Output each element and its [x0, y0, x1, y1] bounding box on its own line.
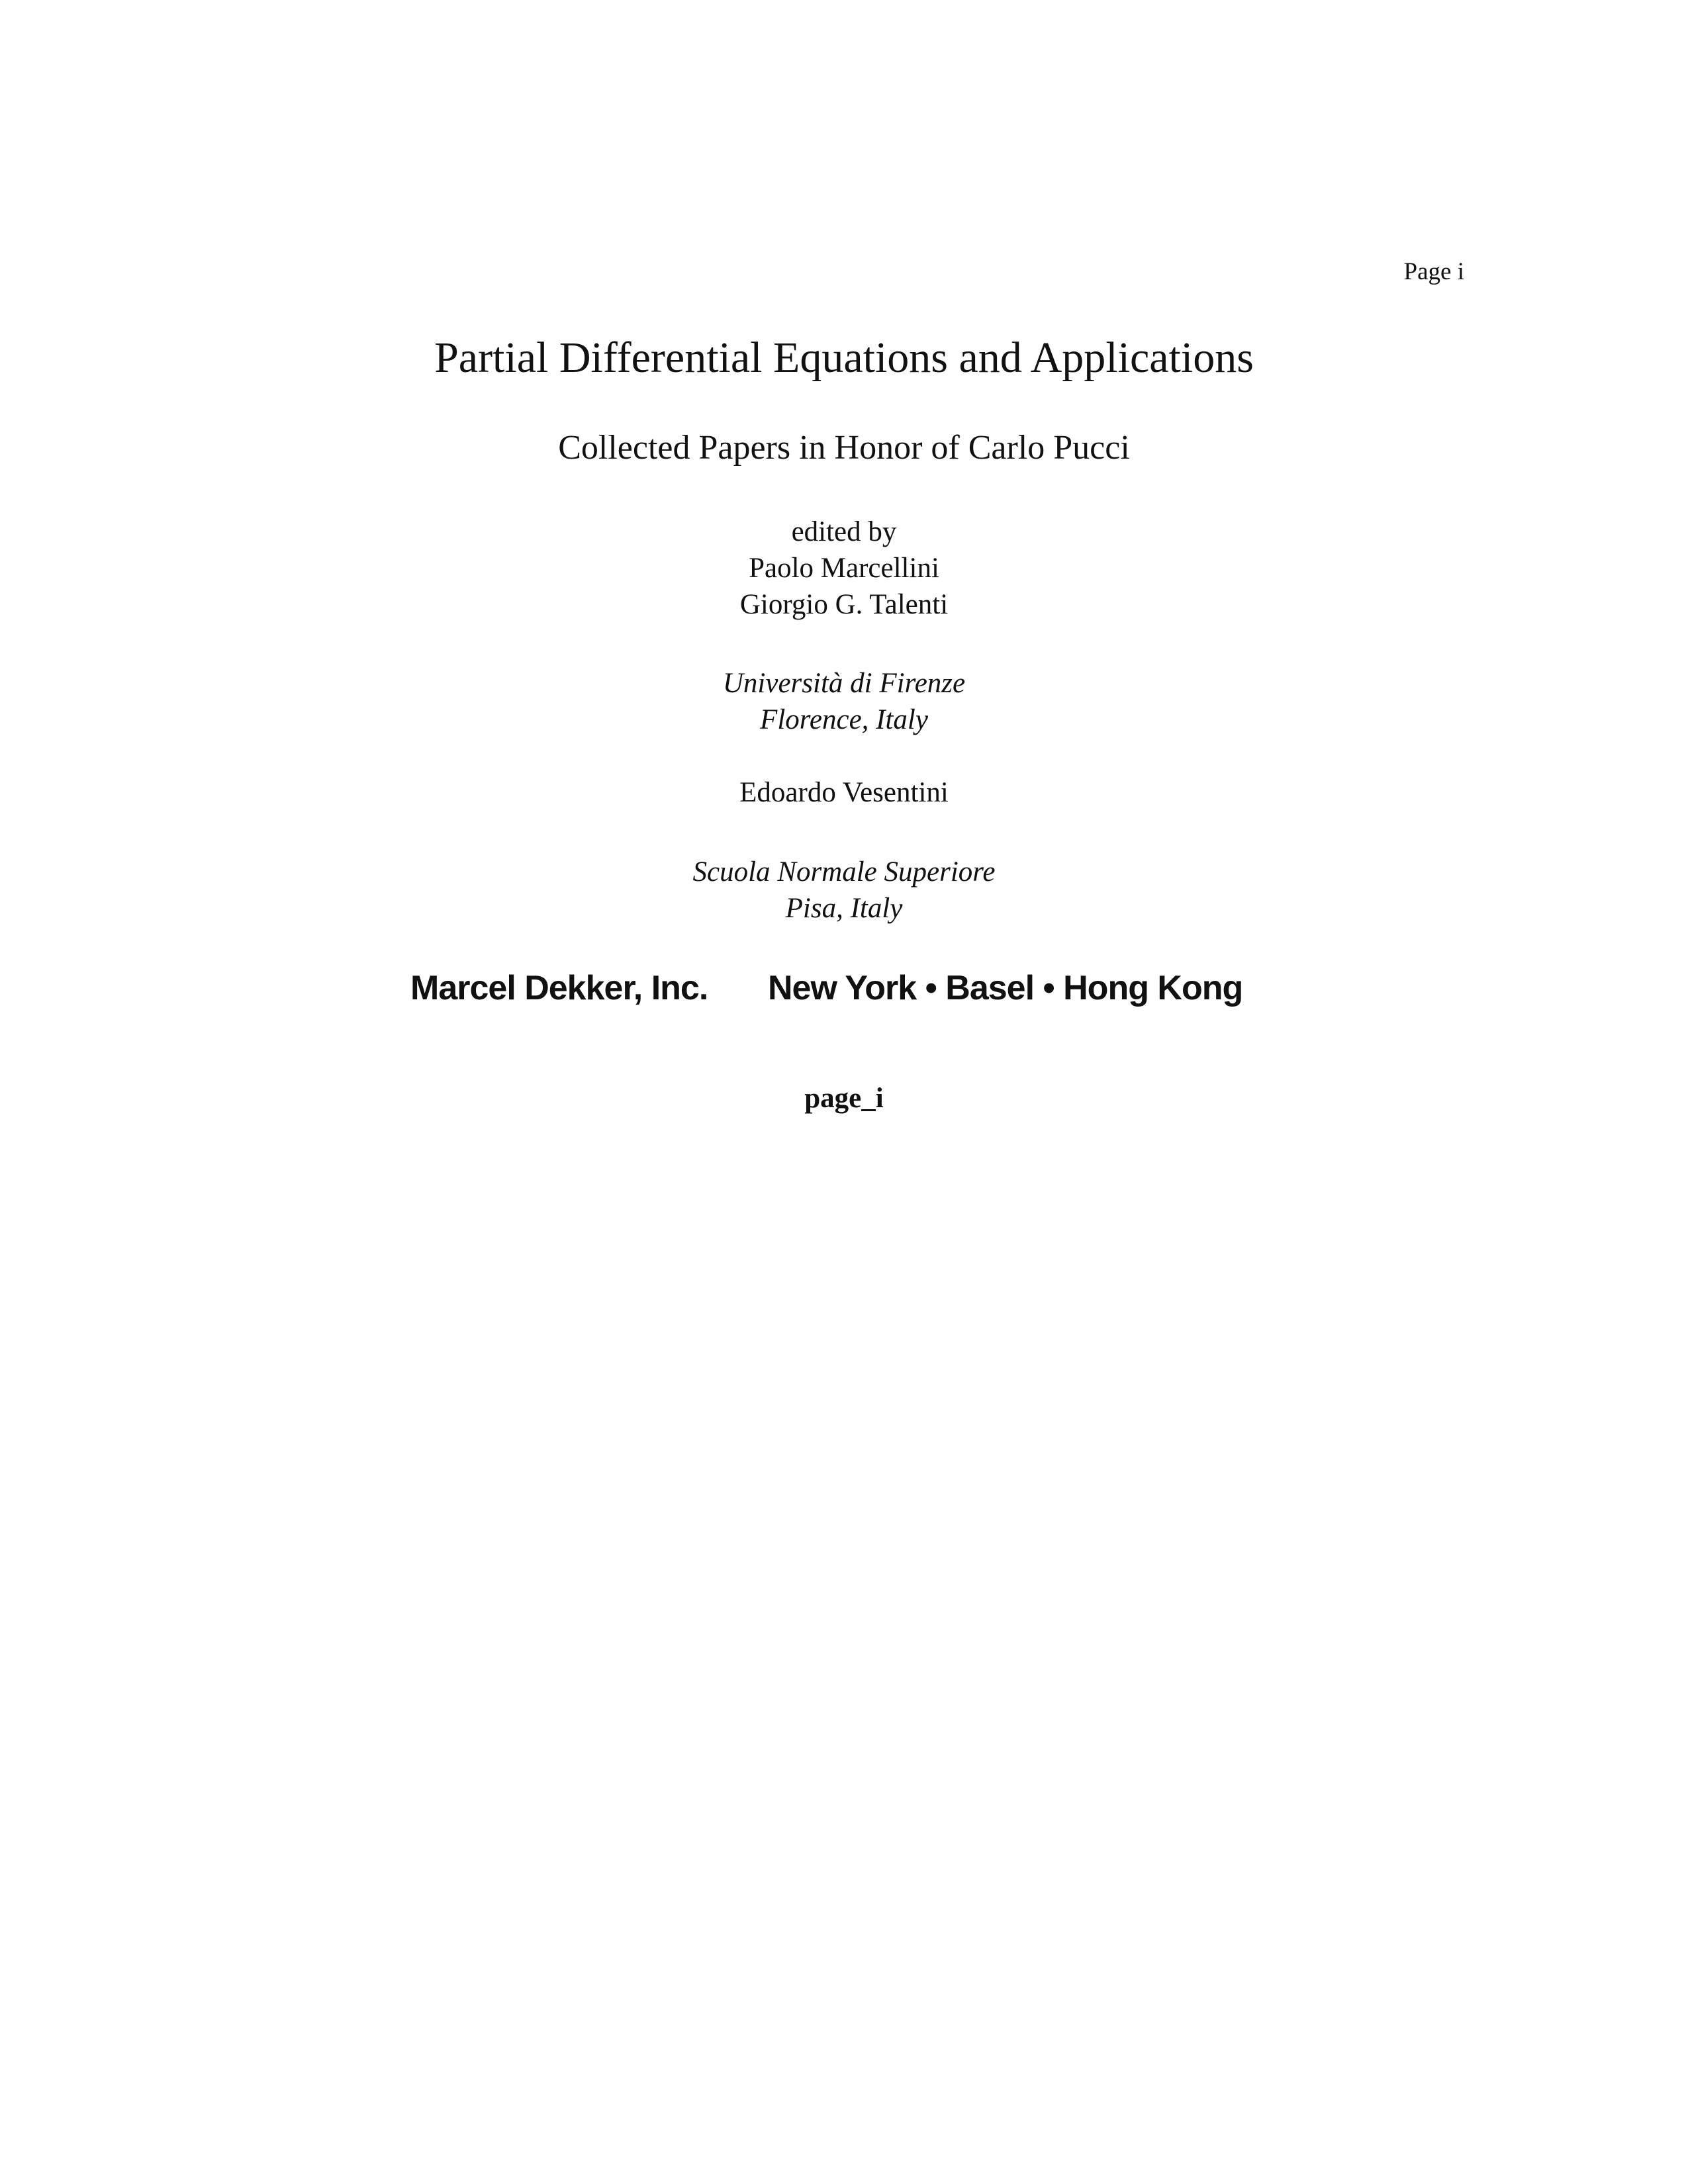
publisher-row: [410, 962, 1271, 1015]
affiliation-florence: [0, 665, 1688, 738]
publisher-cities: New York • Basel • Hong Kong: [768, 969, 1243, 1007]
page-id-label: page_i: [804, 1083, 884, 1114]
editors-block: [0, 514, 1688, 623]
affiliation-institution: Università di Firenze: [722, 668, 966, 699]
edited-by-label: edited by: [791, 516, 897, 547]
affiliation-location: Pisa, Italy: [785, 893, 903, 924]
affiliation-institution: Scuola Normale Superiore: [692, 856, 996, 887]
publisher-name: Marcel Dekker, Inc.: [410, 969, 708, 1007]
book-subtitle: Collected Papers in Honor of Carlo Pucci: [558, 429, 1130, 467]
page-number: Page i: [1403, 258, 1464, 285]
book-title: Partial Differential Equations and Applications: [434, 334, 1254, 382]
affiliation-pisa: [0, 854, 1688, 927]
editor-name: Giorgio G. Talenti: [739, 589, 949, 620]
affiliation-location: Florence, Italy: [760, 704, 928, 735]
editor-name: Paolo Marcellini: [749, 553, 939, 584]
editor-third: Edoardo Vesentini: [739, 777, 949, 808]
